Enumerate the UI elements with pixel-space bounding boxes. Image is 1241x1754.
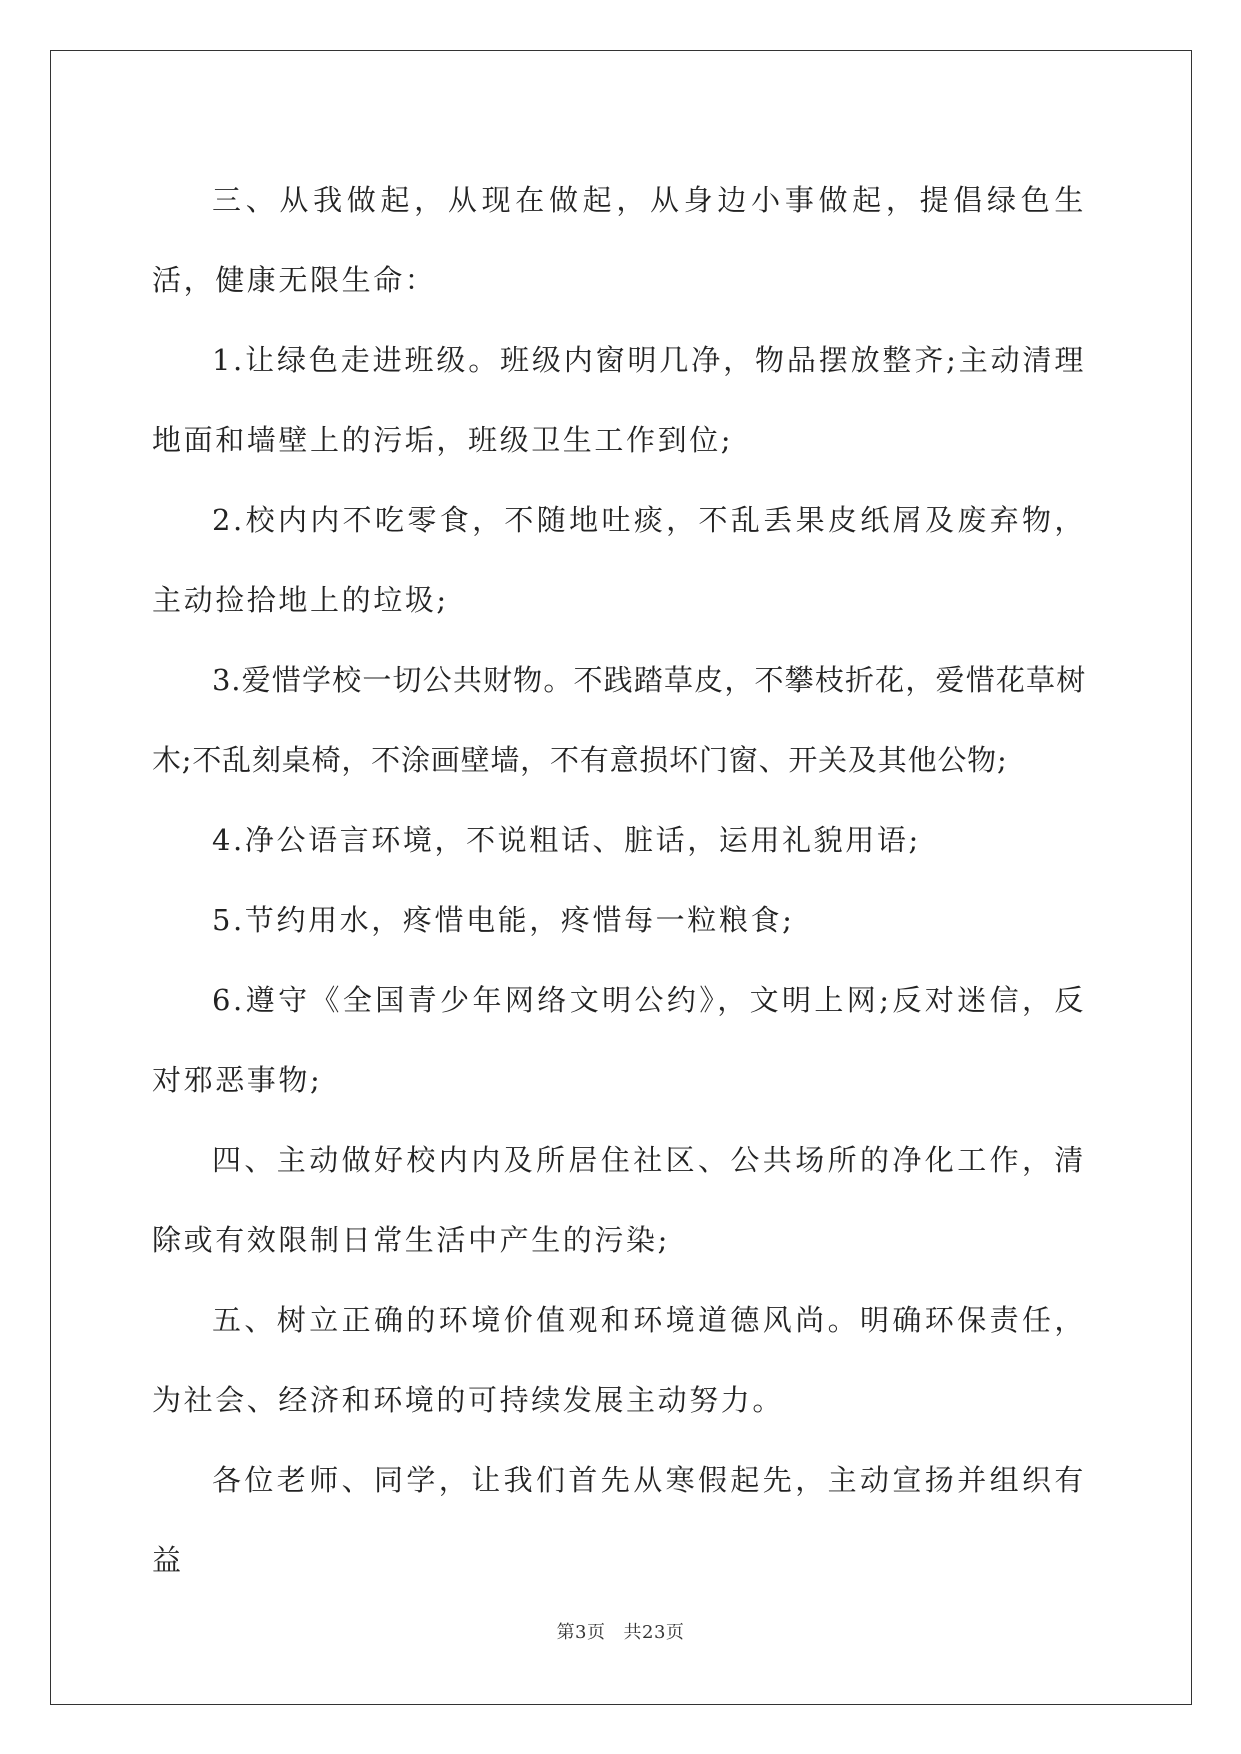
page-total: 共23页 — [623, 1622, 685, 1643]
paragraph-item-3: 3.爱惜学校一切公共财物。不践踏草皮，不攀枝折花，爱惜花草树木;不乱刻桌椅，不涂画壁墙，不有意损坏门窗、开关及其他公物; — [152, 663, 1086, 777]
paragraph-item-5: 5.节约用水，疼惜电能，疼惜每一粒粮食; — [212, 903, 795, 937]
paragraph-item-4: 4.净公语言环境，不说粗话、脏话，运用礼貌用语; — [212, 823, 921, 857]
paragraph-section-5: 五、树立正确的环境价值观和环境道德风尚。明确环保责任，为社会、经济和环境的可持续发展主动努力。 — [152, 1303, 1086, 1417]
paragraph-closing: 各位老师、同学，让我们首先从寒假起先，主动宣扬并组织有益 — [152, 1463, 1086, 1577]
paragraph-section-4: 四、主动做好校内内及所居住社区、公共场所的净化工作，清除或有效限制日常生活中产生的污染; — [152, 1143, 1086, 1257]
page-number: 第3页 — [556, 1622, 606, 1643]
page-footer — [0, 1618, 1241, 1644]
document-body — [152, 160, 1086, 1600]
paragraph-item-6: 6.遵守《全国青少年网络文明公约》，文明上网;反对迷信，反对邪恶事物; — [152, 983, 1086, 1097]
paragraph-item-2: 2.校内内不吃零食，不随地吐痰，不乱丢果皮纸屑及废弃物，主动捡拾地上的垃圾; — [152, 503, 1086, 617]
paragraph-section-3: 三、从我做起，从现在做起，从身边小事做起，提倡绿色生活，健康无限生命： — [152, 183, 1086, 297]
paragraph-item-1: 1.让绿色走进班级。班级内窗明几净，物品摆放整齐;主动清理地面和墙壁上的污垢，班级卫生工作到位; — [152, 343, 1086, 457]
